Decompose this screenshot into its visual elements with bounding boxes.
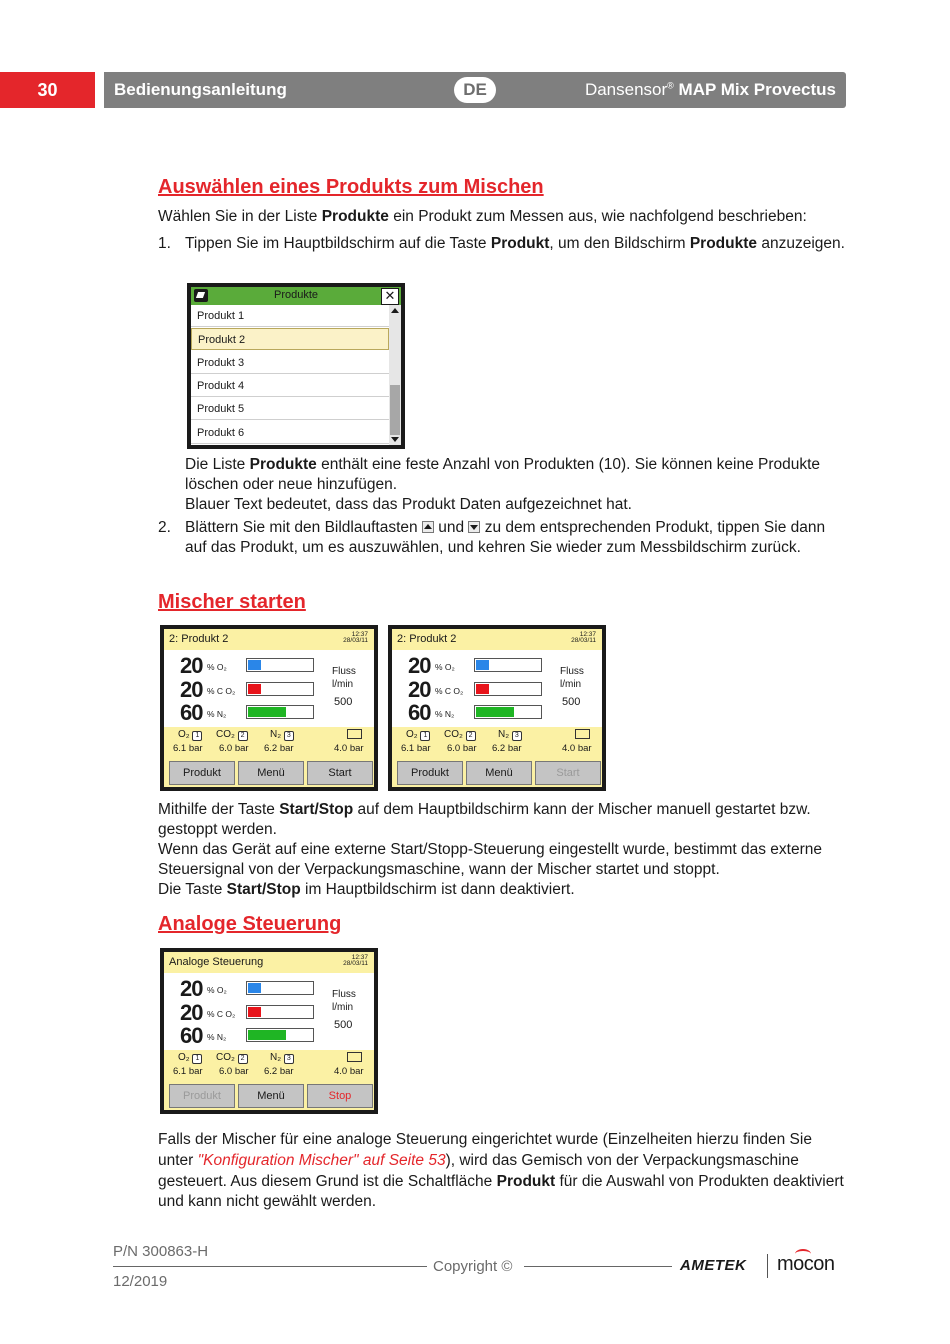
sensor-pressure: 6.0 bar [219,743,249,754]
sensor-name [216,729,248,741]
inlet-icon: 3 [284,731,294,741]
screen-button-start[interactable]: Start [307,761,373,785]
sensor-gas: O₂ [178,729,190,740]
copyright: Copyright © [433,1258,513,1275]
analog-control-text: Falls der Mischer für eine analoge Steuerung eingerichtet wurde (Einzelheiten hierzu finden Sie unter "Konfiguration Mischer" auf Seite 53), wird das Gemisch von der Verpackungsmaschine gesteuert. Aus diesem Grund ist die Schaltfläche Produkt für die Auswahl von Produkten deaktiviert und kann nicht gewählt werden. [158,1131,844,1211]
outlet-icon [347,729,362,739]
flow-value: 500 [334,696,353,708]
mocon-logo: mocon [777,1253,835,1275]
gas-label: % C O₂ [207,685,236,696]
gas-value: 20 [180,999,203,1025]
section-heading-start-mixer: Mischer starten [158,591,306,613]
clock [343,955,368,967]
mixer-screen-analog [160,948,378,1114]
screen-title: Analoge Steuerung [169,956,264,968]
flow-label [560,665,584,691]
inlet-icon: 2 [238,1054,248,1064]
pressure-panel [164,1050,374,1080]
product-list-item[interactable]: Produkt 5 [191,398,389,420]
sensor-gas: N₂ [270,1052,282,1063]
gas-level-bar [246,1005,314,1019]
scroll-up-icon [422,521,434,533]
sensor-pressure: 6.1 bar [173,1066,203,1077]
gas-level-fill [248,1030,286,1040]
manual-title: Bedienungsanleitung [114,80,287,99]
outlet-icon [575,729,590,739]
gas-level-fill [248,1007,261,1017]
clock-date: 28/03/11 [343,637,368,644]
gas-label: % O₂ [435,662,455,672]
gas-label: % N₂ [207,1032,227,1042]
gas-level-fill [248,707,286,717]
clock-time: 12:37 [579,631,596,638]
gas-level-bar [246,682,314,696]
product-list-item[interactable]: Produkt 1 [191,305,389,327]
step-number: 2. [158,519,171,536]
inlet-icon: 3 [284,1054,294,1064]
sensor-pressure: 6.1 bar [173,743,203,754]
sensor-gas: CO₂ [216,729,235,740]
step-1-text: Tippen Sie im Hauptbildschirm auf die Taste Produkt, um den Bildschirm Produkte anzuzeigen. [185,235,845,252]
screen-button-produkt[interactable]: Produkt [169,761,235,785]
gas-level-bar [246,1028,314,1042]
gas-level-bar [246,705,314,719]
flow-label-name: Fluss [332,666,356,677]
flow-label [332,665,356,691]
outlet-pressure: 4.0 bar [334,1066,364,1077]
product-name: Dansensor® MAP Mix Provectus [584,80,836,99]
external-control-text: Wenn das Gerät auf eine externe Start/Stopp-Steuerung eingestellt wurde, bestimmt das externe Steuersignal von der Verpackungsmaschine, wann der Mischer startet und stoppt. [158,841,823,878]
sensor-name [178,729,202,741]
gas-value: 60 [180,700,203,725]
note-blue-text: Blauer Text bedeutet, dass das Produkt Daten aufgezeichnet hat. [185,496,632,513]
sensor-pressure: 6.0 bar [447,743,477,754]
sensor-pressure: 6.2 bar [264,1066,294,1077]
ametek-logo: AMETEK [680,1257,747,1274]
flow-label [332,988,356,1014]
sensor-name [406,729,430,741]
gas-level-bar [474,705,542,719]
gas-level-bar [474,658,542,672]
product-list-item[interactable]: Produkt 3 [191,352,389,374]
part-number: P/N 300863-H [113,1243,209,1260]
logo-separator [767,1254,768,1278]
product-list-header [191,287,401,305]
screen-button-produkt: Produkt [169,1084,235,1108]
sensor-pressure: 6.1 bar [401,743,431,754]
product-list-screen [187,283,405,449]
screen-button-men[interactable]: Menü [466,761,532,785]
gas-value: 20 [180,676,203,702]
product-list-item[interactable]: Produkt 2 [191,328,389,350]
inlet-icon: 2 [466,731,476,741]
gas-level-fill [248,684,261,694]
pressure-panel [392,727,602,757]
gas-mixture-panel [164,650,374,727]
flow-label-unit: l/min [332,679,354,690]
screen-button-stop[interactable]: Stop [307,1084,373,1108]
sensor-gas: N₂ [270,729,282,740]
sensor-name [444,729,476,741]
inlet-icon: 1 [420,731,430,741]
footer-divider [113,1266,427,1267]
gas-level-bar [246,981,314,995]
product-list-item[interactable]: Produkt 4 [191,375,389,397]
gas-value: 20 [180,976,203,1001]
page-number: 30 [0,72,95,108]
pressure-panel [164,727,374,757]
inlet-icon: 1 [192,731,202,741]
footer-date: 12/2019 [113,1273,168,1290]
mixer-screen-start-disabled [388,625,606,791]
gas-level-fill [476,684,489,694]
flow-label-name: Fluss [560,666,584,677]
gas-level-bar [474,682,542,696]
mixer-screen-start [160,625,378,791]
gas-level-fill [248,660,261,670]
gas-label: % C O₂ [207,1008,236,1019]
gas-level-fill [248,983,261,993]
gas-label: % O₂ [207,662,227,672]
gas-value: 20 [408,653,431,678]
language-badge: DE [454,77,496,103]
sensor-name [270,1052,294,1064]
sensor-name [178,1052,202,1064]
gas-value: 20 [408,676,431,702]
sensor-name [216,1052,248,1064]
sensor-name [270,729,294,741]
gas-label: % O₂ [207,985,227,995]
outlet-icon [347,1052,362,1062]
gas-label: % C O₂ [435,685,464,696]
scroll-down-icon [468,521,480,533]
gas-value: 60 [180,1023,203,1048]
screen-button-men[interactable]: Menü [238,761,304,785]
header-bar [104,72,846,108]
clock-date: 28/03/11 [343,960,368,967]
mixer-display [164,952,374,1110]
gas-value: 20 [180,653,203,678]
gas-value: 60 [408,700,431,725]
note-fixed-products: Die Liste Produkte enthält eine feste Anzahl von Produkten (10). Sie können keine Produkte löschen oder neue hinzufügen. [185,456,821,493]
section-heading-analog-control: Analoge Steuerung [158,913,342,935]
clock-time: 12:37 [351,631,368,638]
flow-label-name: Fluss [332,989,356,1000]
start-stop-text: Mithilfe der Taste Start/Stop auf dem Hauptbildschirm kann der Mischer manuell gestartet bzw. gestoppt werden. [158,801,811,838]
clock-date: 28/03/11 [571,637,596,644]
step-number: 1. [158,235,171,252]
section-heading-select-product: Auswählen eines Produkts zum Mischen [158,176,544,198]
flow-value: 500 [334,1019,353,1031]
mixer-display [164,629,374,787]
gas-mixture-panel [392,650,602,727]
step-2-text: Blättern Sie mit den Bildlauftasten und zu dem entsprechenden Produkt, tippen Sie dann auf das Produkt, um es auszuwählen, und kehren Sie wieder zum Messbildschirm zurück. [185,519,826,556]
sensor-gas: N₂ [498,729,510,740]
product-list-title: Produkte [273,289,319,301]
intro-text: Wählen Sie in der Liste Produkte ein Produkt zum Messen aus, wie nachfolgend beschrieben: [158,208,807,225]
scroll-up-icon[interactable] [391,308,399,313]
start-stop-disabled-text: Die Taste Start/Stop im Hauptbildschirm ist dann deaktiviert. [158,881,575,898]
product-list-scrollbar[interactable] [389,305,401,445]
scroll-thumb[interactable] [390,385,400,435]
product-list-item[interactable]: Produkt 6 [191,422,389,444]
mixer-display [392,629,602,787]
gas-level-fill [476,660,489,670]
sensor-gas: O₂ [178,1052,190,1063]
sensor-gas: O₂ [406,729,418,740]
sensor-pressure: 6.2 bar [492,743,522,754]
config-mixer-link[interactable]: "Konfiguration Mischer" auf Seite 53 [197,1151,446,1169]
gas-mixture-panel [164,973,374,1050]
close-icon[interactable]: ✕ [381,288,399,305]
gas-level-fill [476,707,514,717]
flow-label-unit: l/min [332,1002,354,1013]
sensor-gas: CO₂ [216,1052,235,1063]
sensor-name [498,729,522,741]
inlet-icon: 2 [238,731,248,741]
outlet-pressure: 4.0 bar [562,743,592,754]
gas-level-bar [246,658,314,672]
flow-value: 500 [562,696,581,708]
screen-title: 2: Produkt 2 [169,633,229,645]
gas-label: % N₂ [207,709,227,719]
screen-title: 2: Produkt 2 [397,633,457,645]
footer-divider [524,1266,672,1267]
gas-label: % N₂ [435,709,455,719]
screen-button-produkt[interactable]: Produkt [397,761,463,785]
inlet-icon: 3 [512,731,522,741]
flow-label-unit: l/min [560,679,582,690]
outlet-pressure: 4.0 bar [334,743,364,754]
clock [571,632,596,644]
scroll-down-icon[interactable] [391,437,399,442]
sensor-gas: CO₂ [444,729,463,740]
screen-button-start: Start [535,761,601,785]
screen-button-men[interactable]: Menü [238,1084,304,1108]
clock-time: 12:37 [351,954,368,961]
inlet-icon: 1 [192,1054,202,1064]
clock [343,632,368,644]
sensor-pressure: 6.2 bar [264,743,294,754]
sensor-pressure: 6.0 bar [219,1066,249,1077]
